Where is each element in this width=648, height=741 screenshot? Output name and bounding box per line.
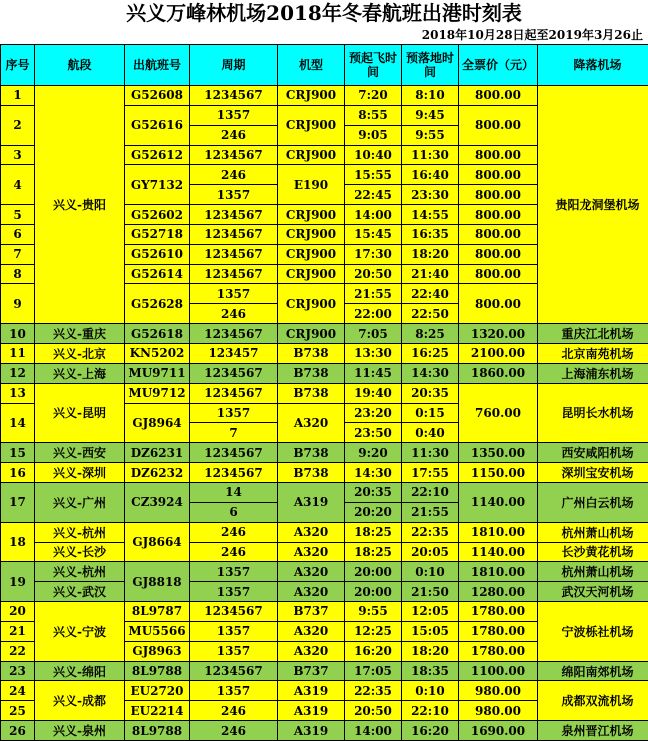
table-cell: B738 [278,364,344,383]
table-cell: 8:10 [402,86,458,105]
table-cell: 1100.00 [459,662,537,681]
table-cell: 12:05 [402,602,458,621]
table-cell: 1780.00 [459,602,537,621]
table-cell: 13 [1,384,34,403]
table-cell: 17 [1,483,34,522]
table-cell: EU2720 [125,681,189,700]
table-cell: 22:10 [402,483,458,502]
table-cell: 22 [1,642,34,661]
table-cell: G52612 [125,146,189,165]
table-cell: 1357 [190,582,277,601]
table-cell: 9:05 [345,126,401,145]
table-cell: 1357 [190,642,277,661]
table-cell: 4 [1,165,34,204]
airport-cell: 昆明长水机场 [538,384,648,443]
table-cell: 6 [1,225,34,244]
header-cell: 序号 [1,45,34,85]
table-cell: 11 [1,344,34,363]
table-cell: 23:30 [402,185,458,204]
table-cell: CRJ900 [278,86,344,105]
table-cell: 1280.00 [459,582,537,601]
table-cell: 18:20 [402,245,458,264]
table-cell: A320 [278,543,344,562]
table-cell: 21 [1,622,34,641]
segment-cell: 兴义-宁波 [35,602,124,661]
table-cell: 246 [190,701,277,720]
airport-cell: 广州白云机场 [538,483,648,522]
table-cell: 1234567 [190,86,277,105]
airport-cell: 成都双流机场 [538,681,648,720]
segment-cell: 兴义-贵阳 [35,86,124,323]
table-cell: 800.00 [459,284,537,323]
header-cell: 航段 [35,45,124,85]
table-cell: 20:50 [345,265,401,284]
table-cell: 15 [1,443,34,462]
table-cell: 18 [1,523,34,562]
table-cell: 9 [1,284,34,323]
table-cell: 1810.00 [459,562,537,581]
table-cell: 11:30 [402,146,458,165]
table-cell: 1140.00 [459,483,537,522]
table-cell: 1690.00 [459,721,537,740]
table-cell: 17:55 [402,463,458,482]
table-cell: 14:00 [345,205,401,224]
header-cell: 预起飞时间 [345,45,401,85]
table-cell: 1140.00 [459,543,537,562]
table-cell: 10 [1,324,34,343]
table-cell: 20:05 [402,543,458,562]
table-cell: 15:05 [402,622,458,641]
table-cell: 14 [1,404,34,443]
table-cell: 246 [190,304,277,323]
table-cell: 8L9788 [125,721,189,740]
table-cell: 760.00 [459,384,537,443]
table-cell: 1780.00 [459,622,537,641]
table-cell: B738 [278,344,344,363]
table-cell: 1357 [190,404,277,423]
table-cell: B738 [278,443,344,462]
table-cell: 16:20 [345,642,401,661]
table-cell: 15:45 [345,225,401,244]
table-cell: G52614 [125,265,189,284]
table-cell: G52618 [125,324,189,343]
table-cell: 21:40 [402,265,458,284]
table-cell: 21:50 [402,582,458,601]
table-cell: 1234567 [190,662,277,681]
segment-cell: 兴义-深圳 [35,463,124,482]
table-cell: 22:40 [402,284,458,303]
table-cell: 0:10 [402,681,458,700]
table-cell: 1357 [190,284,277,303]
table-cell: 8:25 [402,324,458,343]
airport-cell: 北京南苑机场 [538,344,648,363]
segment-cell: 兴义-泉州 [35,721,124,740]
table-cell: GJ8964 [125,404,189,443]
airport-cell: 杭州萧山机场 [538,562,648,581]
table-cell: 1234567 [190,443,277,462]
table-cell: 0:15 [402,404,458,423]
table-cell: 15:55 [345,165,401,184]
table-cell: GY7132 [125,165,189,204]
table-cell: 800.00 [459,265,537,284]
table-cell: 20:00 [345,562,401,581]
table-cell: 1 [1,86,34,105]
table-cell: 1234567 [190,463,277,482]
table-cell: 1234567 [190,364,277,383]
table-cell: 980.00 [459,701,537,720]
segment-cell: 兴义-绵阳 [35,662,124,681]
table-cell: 8:55 [345,106,401,125]
table-cell: 1234567 [190,324,277,343]
table-cell: G52608 [125,86,189,105]
table-cell: 8 [1,265,34,284]
table-cell: 11:45 [345,364,401,383]
table-cell: 17:05 [345,662,401,681]
table-cell: 16:25 [402,344,458,363]
table-cell: G52628 [125,284,189,323]
table-cell: 11:30 [402,443,458,462]
table-cell: 12 [1,364,34,383]
table-cell: CRJ900 [278,284,344,323]
table-cell: 800.00 [459,106,537,145]
table-cell: 1234567 [190,146,277,165]
table-cell: 22:35 [345,681,401,700]
table-cell: 7:20 [345,86,401,105]
header-cell: 预落地时间 [402,45,458,85]
table-cell: 25 [1,701,34,720]
table-cell: 14:30 [345,463,401,482]
table-cell: 18:35 [402,662,458,681]
table-cell: 10:40 [345,146,401,165]
table-cell: 800.00 [459,86,537,105]
segment-cell: 兴义-重庆 [35,324,124,343]
table-cell: 18:20 [402,642,458,661]
table-cell: 246 [190,126,277,145]
header-cell: 全票价（元） [459,45,537,85]
table-cell: 1234567 [190,265,277,284]
table-cell: 7 [1,245,34,264]
table-cell: 26 [1,721,34,740]
table-cell: 19:40 [345,384,401,403]
table-cell: 7 [190,423,277,442]
table-cell: DZ6232 [125,463,189,482]
table-cell: EU2214 [125,701,189,720]
table-cell: CRJ900 [278,225,344,244]
table-cell: KN5202 [125,344,189,363]
table-cell: 23:20 [345,404,401,423]
segment-cell: 兴义-成都 [35,681,124,720]
table-cell: 0:40 [402,423,458,442]
table-cell: 20:20 [345,503,401,522]
table-cell: 9:55 [345,602,401,621]
table-cell: 17:30 [345,245,401,264]
table-cell: 980.00 [459,681,537,700]
segment-cell: 兴义-武汉 [35,582,124,601]
table-cell: CZ3924 [125,483,189,522]
table-cell: 1860.00 [459,364,537,383]
table-cell: 21:55 [345,284,401,303]
table-cell: 21:55 [402,503,458,522]
table-cell: 18:25 [345,523,401,542]
table-cell: G52718 [125,225,189,244]
table-cell: A319 [278,721,344,740]
table-cell: 1780.00 [459,642,537,661]
table-cell: MU9711 [125,364,189,383]
table-cell: A320 [278,562,344,581]
schedule-table [0,44,648,741]
table-cell: CRJ900 [278,265,344,284]
table-cell: GJ8664 [125,523,189,562]
table-cell: 246 [190,543,277,562]
table-cell: 800.00 [459,165,537,184]
table-cell: 23:50 [345,423,401,442]
header-cell: 机型 [278,45,344,85]
table-cell: MU9712 [125,384,189,403]
table-cell: 20 [1,602,34,621]
table-cell: CRJ900 [278,205,344,224]
header-cell: 周期 [190,45,277,85]
table-cell: 1234567 [190,205,277,224]
airport-cell: 泉州晋江机场 [538,721,648,740]
table-cell: 20:50 [345,701,401,720]
table-cell: 1357 [190,562,277,581]
table-cell: 1320.00 [459,324,537,343]
table-cell: 1350.00 [459,443,537,462]
airport-cell: 上海浦东机场 [538,364,648,383]
table-cell: A320 [278,642,344,661]
table-cell: 22:45 [345,185,401,204]
table-cell: 22:50 [402,304,458,323]
page-title: 兴义万峰林机场2018年冬春航班出港时刻表 [0,0,648,27]
table-cell: 18:25 [345,543,401,562]
header-cell: 降落机场 [538,45,648,85]
table-cell: 1357 [190,622,277,641]
table-cell: G52610 [125,245,189,264]
table-cell: CRJ900 [278,146,344,165]
table-cell: 1357 [190,681,277,700]
segment-cell: 兴义-广州 [35,483,124,522]
table-cell: GJ8818 [125,562,189,601]
table-cell: 20:35 [402,384,458,403]
table-cell: 0:10 [402,562,458,581]
table-cell: E190 [278,165,344,204]
airport-cell: 贵阳龙洞堡机场 [538,86,648,323]
table-cell: GJ8963 [125,642,189,661]
table-cell: G52602 [125,205,189,224]
table-cell: 1234567 [190,225,277,244]
table-cell: 2 [1,106,34,145]
table-cell: 14 [190,483,277,502]
table-cell: 14:55 [402,205,458,224]
table-cell: DZ6231 [125,443,189,462]
table-cell: 22:35 [402,523,458,542]
table-cell: 9:20 [345,443,401,462]
table-cell: 246 [190,523,277,542]
table-cell: 1234567 [190,384,277,403]
table-cell: 19 [1,562,34,601]
airport-cell: 武汉天河机场 [538,582,648,601]
airport-cell: 杭州萧山机场 [538,523,648,542]
table-cell: 14:00 [345,721,401,740]
table-cell: 12:25 [345,622,401,641]
table-cell: 7:05 [345,324,401,343]
table-cell: CRJ900 [278,245,344,264]
segment-cell: 兴义-杭州 [35,523,124,542]
table-cell: 16:20 [402,721,458,740]
table-cell: A320 [278,523,344,542]
airport-cell: 西安咸阳机场 [538,443,648,462]
table-cell: MU5566 [125,622,189,641]
airport-cell: 深圳宝安机场 [538,463,648,482]
table-cell: 246 [190,165,277,184]
table-cell: B737 [278,662,344,681]
table-cell: 1234567 [190,602,277,621]
table-cell: 9:45 [402,106,458,125]
date-range: 2018年10月28日起至2019年3月26止 [421,28,643,42]
table-cell: 20:00 [345,582,401,601]
table-cell: 23 [1,662,34,681]
table-cell: 800.00 [459,245,537,264]
segment-cell: 兴义-上海 [35,364,124,383]
segment-cell: 兴义-昆明 [35,384,124,443]
airport-cell: 重庆江北机场 [538,324,648,343]
header-cell: 出航班号 [125,45,189,85]
table-cell: 800.00 [459,205,537,224]
table-cell: 1810.00 [459,523,537,542]
table-cell: 1150.00 [459,463,537,482]
table-cell: A319 [278,483,344,522]
table-cell: 800.00 [459,146,537,165]
segment-cell: 兴义-杭州 [35,562,124,581]
table-cell: 800.00 [459,225,537,244]
table-cell: B738 [278,384,344,403]
table-cell: 16:40 [402,165,458,184]
table-cell: A320 [278,404,344,443]
table-cell: 1234567 [190,245,277,264]
table-cell: 14:30 [402,364,458,383]
table-cell: A319 [278,681,344,700]
airport-cell: 长沙黄花机场 [538,543,648,562]
table-cell: CRJ900 [278,106,344,145]
table-cell: 1357 [190,106,277,125]
table-cell: G52616 [125,106,189,145]
table-cell: B737 [278,602,344,621]
table-cell: 3 [1,146,34,165]
table-cell: 6 [190,503,277,522]
table-cell: 20:35 [345,483,401,502]
table-cell: 22:10 [402,701,458,720]
table-cell: 13:30 [345,344,401,363]
table-cell: A319 [278,701,344,720]
table-cell: B738 [278,463,344,482]
table-cell: 9:55 [402,126,458,145]
table-cell: 2100.00 [459,344,537,363]
table-cell: 16:35 [402,225,458,244]
airport-cell: 绵阳南郊机场 [538,662,648,681]
segment-cell: 兴义-长沙 [35,543,124,562]
table-cell: 123457 [190,344,277,363]
airport-cell: 宁波栎社机场 [538,602,648,661]
segment-cell: 兴义-西安 [35,443,124,462]
table-cell: 22:00 [345,304,401,323]
table-cell: 246 [190,721,277,740]
table-cell: 800.00 [459,185,537,204]
table-cell: 24 [1,681,34,700]
table-cell: CRJ900 [278,324,344,343]
segment-cell: 兴义-北京 [35,344,124,363]
table-cell: A320 [278,622,344,641]
table-cell: 16 [1,463,34,482]
table-cell: 8L9788 [125,662,189,681]
table-cell: 8L9787 [125,602,189,621]
table-cell: 1357 [190,185,277,204]
table-cell: A320 [278,582,344,601]
table-cell: 5 [1,205,34,224]
